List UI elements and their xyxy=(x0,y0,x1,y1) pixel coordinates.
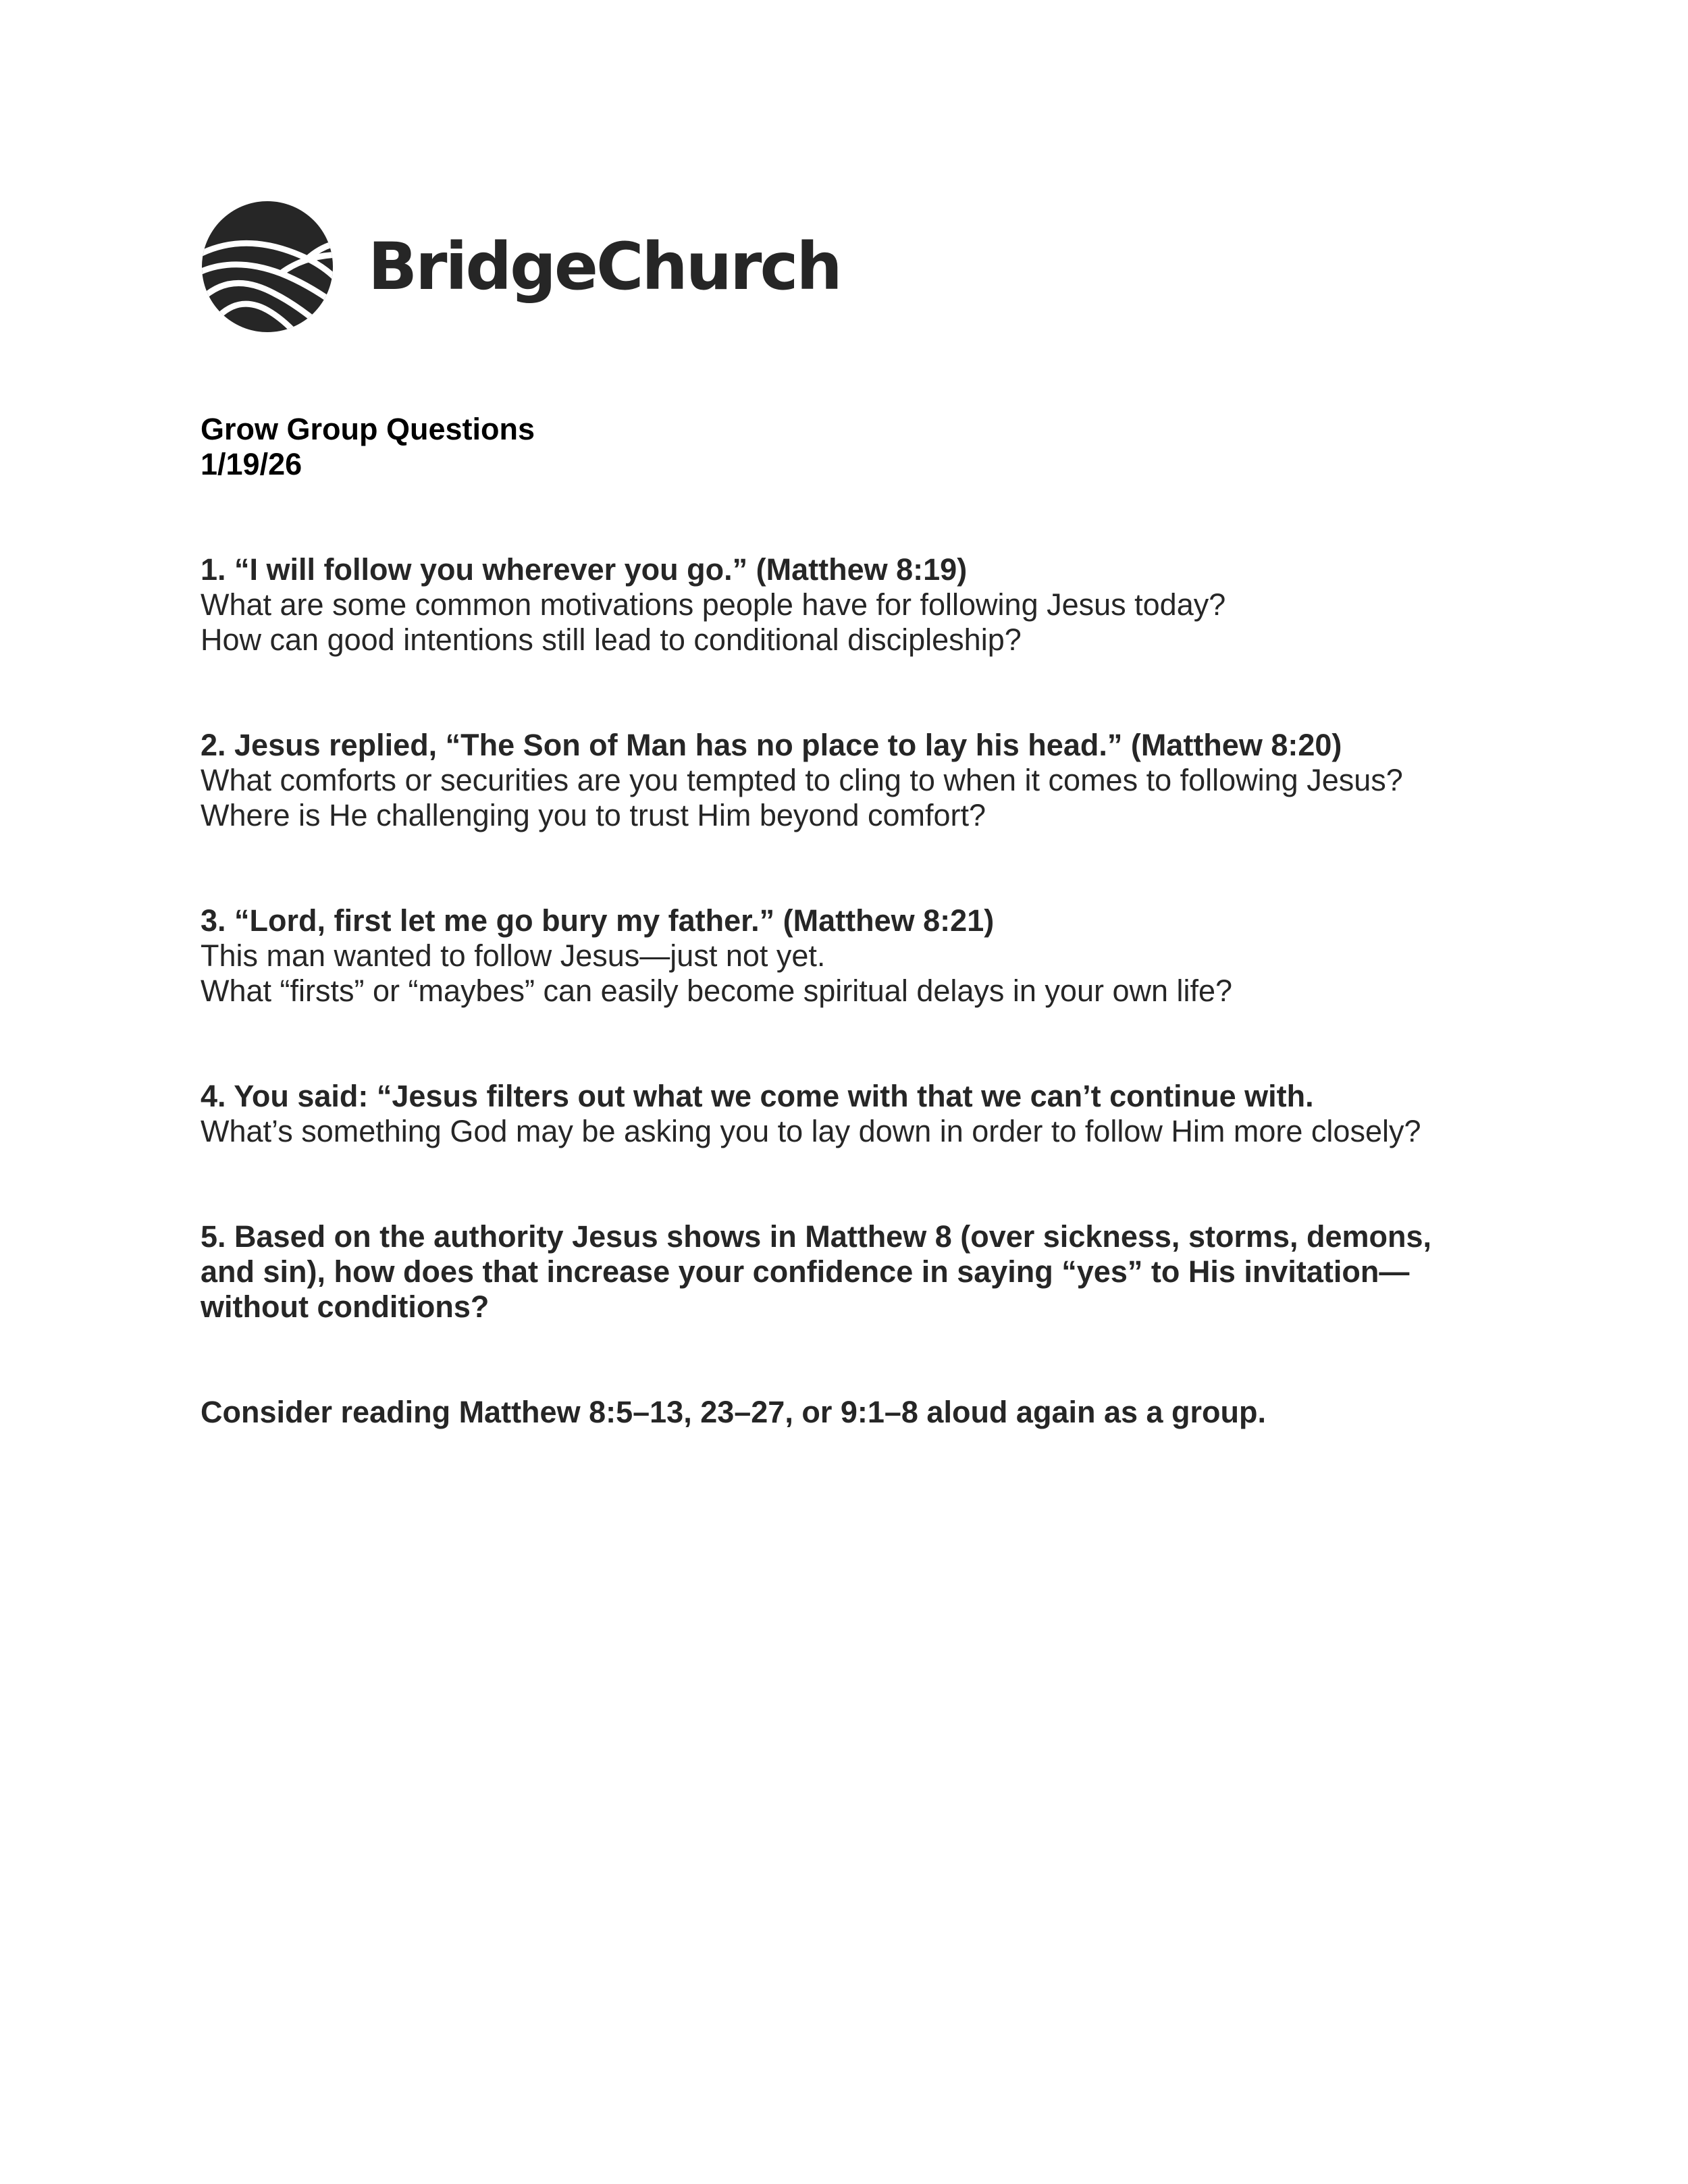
question-text: What are some common motivations people have for following Jesus today? xyxy=(201,587,1226,622)
question-text: What comforts or securities are you tempted to cling to when it comes to following Jesus? xyxy=(201,763,1403,797)
page-title: Grow Group Questions xyxy=(201,412,535,446)
question-text: What “firsts” or “maybes” can easily become spiritual delays in your own life? xyxy=(201,974,1233,1008)
church-logo xyxy=(201,199,841,334)
question-1 xyxy=(201,552,1517,658)
logo-wordmark: BridgeChurch xyxy=(368,229,841,304)
question-heading: 3. “Lord, first let me go bury my father.” (Matthew 8:21) xyxy=(201,903,995,938)
question-heading: 4. You said: “Jesus filters out what we come with that we can’t continue with. xyxy=(201,1079,1314,1113)
question-2 xyxy=(201,728,1517,833)
question-heading: 2. Jesus replied, “The Son of Man has no place to lay his head.” (Matthew 8:20) xyxy=(201,728,1342,762)
question-text: This man wanted to follow Jesus—just not yet. xyxy=(201,938,826,973)
question-text: How can good intentions still lead to conditional discipleship? xyxy=(201,622,1022,657)
page-date: 1/19/26 xyxy=(201,447,302,481)
question-text: Where is He challenging you to trust Him beyond comfort? xyxy=(201,798,986,832)
document-body xyxy=(201,412,1517,1430)
question-heading: 5. Based on the authority Jesus shows in Matthew 8 (over sickness, storms, demons, xyxy=(201,1219,1432,1254)
question-heading: 1. “I will follow you wherever you go.” (Matthew 8:19) xyxy=(201,552,968,587)
question-3 xyxy=(201,903,1517,1009)
question-4 xyxy=(201,1079,1517,1149)
bridge-arc-logo-icon xyxy=(201,200,334,334)
question-text: What’s something God may be asking you to lay down in order to follow Him more closely? xyxy=(201,1114,1421,1148)
closing-note: Consider reading Matthew 8:5–13, 23–27, or 9:1–8 aloud again as a group. xyxy=(201,1395,1267,1429)
question-5 xyxy=(201,1219,1517,1325)
question-heading: without conditions? xyxy=(201,1289,490,1324)
question-heading: and sin), how does that increase your confidence in saying “yes” to His invitation— xyxy=(201,1254,1410,1289)
